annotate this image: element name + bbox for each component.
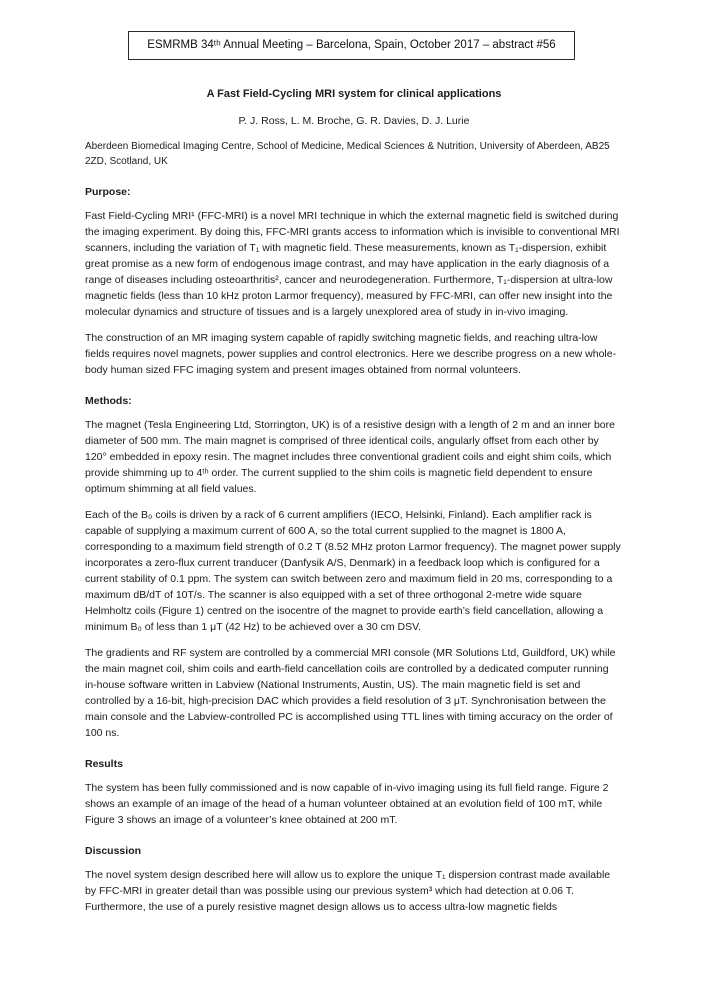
section-heading-results: Results (85, 758, 123, 770)
section-heading-purpose: Purpose: (85, 186, 131, 198)
affiliation: Aberdeen Biomedical Imaging Centre, School of Medicine, Medical Sciences & Nutrition, University of Aberdeen, AB25 2ZD, Scotland, UK (85, 141, 610, 167)
methods-paragraph-2: Each of the B₀ coils is driven by a rack of 6 current amplifiers (IECO, Helsinki, Finland). Each amplifier rack is capable of supplying a maximum current of 600 A, so the total current supplied to the magnet is 1800 A, corresponding to a maximum field strength of 0.2 T (8.52 MHz proton Larmor frequency). The magnet power supply incorporates a zero-flux current tranducer (Danfysik A/S, Denmark) in a feedback loop which is configured for a current stability of 0.1 ppm. The system can switch between zero and maximum field in 20 ms, corresponding to a maximum dB/dT of 10T/s. The scanner is also equipped with a set of three orthogonal 2-metre wide square Helmholtz coils (Figure 1) centred on the isocentre of the magnet to provide earth’s field cancellation, allowing a minimum B₀ of less than 1 μT (42 Hz) to be achieved over a 30 cm DSV. (85, 509, 621, 633)
purpose-paragraph-2: The construction of an MR imaging system capable of rapidly switching magnetic fields, and reaching ultra-low fields requires novel magnets, power supplies and control electronics. Here we describe progress on a new whole-body human sized FFC imaging system and present images obtained from normal volunteers. (85, 332, 617, 376)
section-heading-methods: Methods: (85, 395, 132, 407)
section-heading-discussion: Discussion (85, 845, 142, 857)
results-paragraph-1: The system has been fully commissioned and is now capable of in-vivo imaging using its full field range. Figure 2 shows an example of an image of the head of a human volunteer obtained at an evolution field of 100 mT, while Figure 3 shows an image of a volunteer’s knee obtained at 200 mT. (85, 782, 609, 826)
purpose-paragraph-1: Fast Field-Cycling MRI¹ (FFC-MRI) is a novel MRI technique in which the external magnetic field is switched during the imaging experiment. By doing this, FFC-MRI grants access to information which is invisible to conventional MRI scanners, including the variation of T₁ with magnetic field. These measurements, known as T₁-dispersion, exhibit great promise as a new form of endogenous image contrast, and may have application in the early diagnosis of a range of diseases including osteoarthritis², cancer and neurodegeneration. Furthermore, T₁-dispersion at ultra-low magnetic fields (less than 10 kHz proton Larmor frequency), measured by FFC-MRI, can offer new insight into the molecular dynamics and structure of tissues and is a largely unexplored area of study in in-vivo imaging. (85, 210, 620, 318)
methods-paragraph-1: The magnet (Tesla Engineering Ltd, Storrington, UK) is of a resistive design with a length of 2 m and an inner bore diameter of 500 mm. The main magnet is comprised of three identical coils, angularly offset from each other by 120° embedded in epoxy resin. The magnet includes three conventional gradient coils and eight shim coils, which provide shimming up to 4ᵗʰ order. The current supplied to the shim coils is magnetic field dependent to ensure optimum shimming at all field values. (85, 419, 615, 495)
paper-title: A Fast Field-Cycling MRI system for clinical applications (206, 88, 502, 100)
author-list: P. J. Ross, L. M. Broche, G. R. Davies, D. J. Lurie (238, 115, 470, 127)
discussion-paragraph-1: The novel system design described here will allow us to explore the unique T₁ dispersion contrast made available by FFC-MRI in greater detail than was possible using our previous system³ which had detection at 0.06 T. Furthermore, the use of a purely resistive magnet design allows us to access ultra-low magnetic fields (85, 869, 611, 913)
conference-banner: ESMRMB 34ᵗʰ Annual Meeting – Barcelona, Spain, October 2017 – abstract #56 (128, 31, 575, 60)
methods-paragraph-3: The gradients and RF system are controlled by a commercial MRI console (MR Solutions Ltd, Guildford, UK) while the main magnet coil, shim coils and earth-field cancellation coils are controlled by a dedicated computer running in-house software written in Labview (National Instruments, Austin, US). The main magnetic field is set and controlled by a 16-bit, high-precision DAC which provides a field resolution of 3 μT. Synchronisation between the main console and the Labview-controlled PC is accomplished using TTL lines with timing accuracy on the order of 100 ns. (85, 647, 616, 739)
